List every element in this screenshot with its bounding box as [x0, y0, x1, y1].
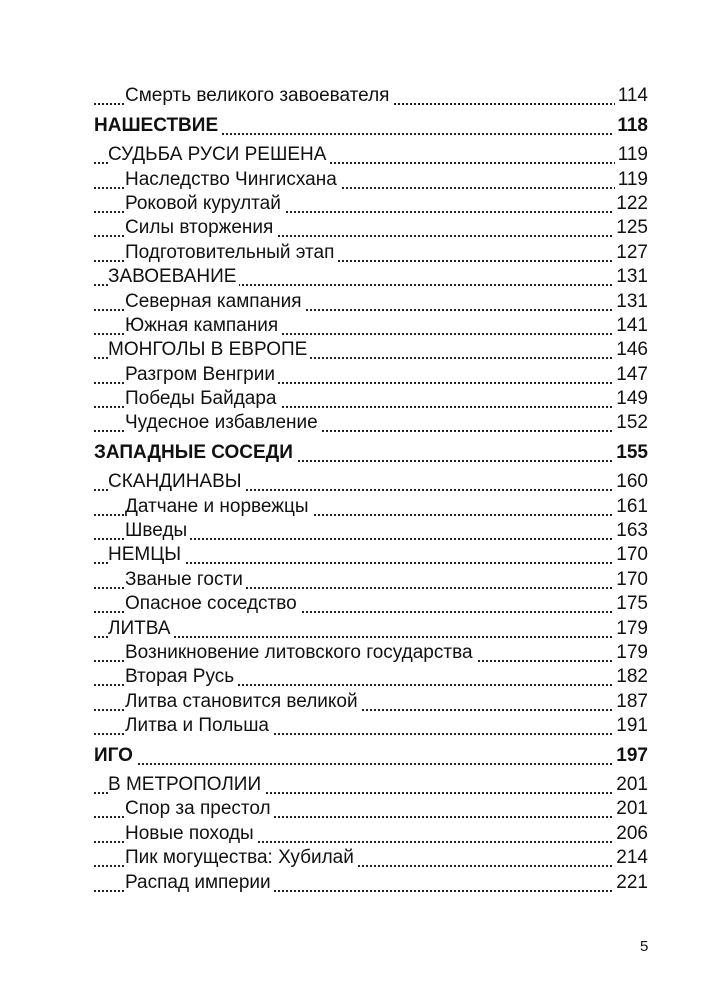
- toc-entry-title: Силы вторжения: [125, 216, 276, 240]
- toc-part-entry: [94, 113, 648, 137]
- page-number: 5: [640, 938, 649, 955]
- toc-entry-page: 170: [613, 543, 648, 567]
- toc-entry-title: Литва и Польша: [125, 714, 272, 738]
- toc-entry-page: 170: [613, 568, 648, 592]
- toc-entry-title: НЕМЦЫ: [108, 543, 184, 567]
- toc-section-entry: [94, 84, 648, 108]
- toc-entry-title: Шведы: [125, 519, 190, 543]
- toc-section-entry: [94, 797, 648, 821]
- toc-entry-title: Возникновение литовского государства: [125, 641, 476, 665]
- toc-section-entry: [94, 387, 648, 411]
- toc-entry-title: Литва становится великой: [125, 690, 361, 714]
- toc-section-entry: [94, 714, 648, 738]
- toc-entry-title: Распад империи: [125, 871, 274, 895]
- toc-entry-page: 119: [615, 143, 648, 167]
- toc-section-entry: [94, 192, 648, 216]
- toc-entry-title: Южная кампания: [125, 314, 281, 338]
- toc-section-entry: [94, 240, 648, 264]
- toc-chapter-entry: [94, 470, 648, 494]
- toc-entry-title: Чудесное избавление: [125, 411, 321, 435]
- toc-part-entry: [94, 440, 648, 464]
- toc-section-entry: [94, 167, 648, 191]
- toc-section-entry: [94, 846, 648, 870]
- toc-entry-title: Роковой курултай: [125, 192, 284, 216]
- toc-part-entry: [94, 743, 648, 767]
- toc-entry-page: 147: [613, 363, 648, 387]
- toc-entry-title: ЗАВОЕВАНИЕ: [108, 265, 239, 289]
- toc-entry-title: Датчане и норвежцы: [125, 495, 312, 519]
- toc-entry-title: Победы Байдара: [125, 387, 280, 411]
- toc-section-entry: [94, 216, 648, 240]
- toc-entry-page: 175: [613, 592, 648, 616]
- toc-entry-title: Наследство Чингисхана: [125, 168, 340, 192]
- toc-entry-page: 161: [613, 495, 648, 519]
- toc-chapter-entry: [94, 143, 648, 167]
- toc-entry-page: 160: [613, 470, 648, 494]
- toc-entry-page: 179: [613, 617, 648, 641]
- toc-section-entry: [94, 411, 648, 435]
- toc-entry-title: Опасное соседство: [125, 592, 300, 616]
- toc-entry-title: Разгром Венгрии: [125, 363, 278, 387]
- toc-section-entry: [94, 641, 648, 665]
- toc-section-entry: [94, 689, 648, 713]
- toc-entry-page: 179: [613, 641, 648, 665]
- toc-entry-page: 206: [613, 822, 648, 846]
- toc-section-entry: [94, 314, 648, 338]
- toc-entry-title: Пик могущества: Хубилай: [125, 846, 357, 870]
- toc-entry-page: 187: [613, 690, 648, 714]
- toc-chapter-entry: [94, 773, 648, 797]
- toc-entry-page: 201: [613, 773, 648, 797]
- toc-entry-title: ЗАПАДНЫЕ СОСЕДИ: [94, 441, 296, 465]
- toc-entry-title: ЛИТВА: [108, 617, 173, 641]
- toc-entry-page: 141: [613, 314, 648, 338]
- toc-entry-page: 197: [613, 744, 648, 768]
- toc-chapter-entry: [94, 616, 648, 640]
- toc-entry-page: 182: [613, 665, 648, 689]
- toc-entry-title: Северная кампания: [125, 290, 305, 314]
- toc-entry-page: 155: [613, 441, 648, 465]
- toc-entry-page: 119: [615, 168, 648, 192]
- toc-section-entry: [94, 870, 648, 894]
- toc-section-entry: [94, 821, 648, 845]
- toc-entry-title: В МЕТРОПОЛИИ: [108, 773, 264, 797]
- toc-entry-title: СУДЬБА РУСИ РЕШЕНА: [108, 143, 329, 167]
- toc-section-entry: [94, 289, 648, 313]
- toc-entry-page: 131: [613, 290, 648, 314]
- toc-section-entry: [94, 665, 648, 689]
- toc-entry-page: 146: [613, 338, 648, 362]
- toc-entry-page: 131: [613, 265, 648, 289]
- dot-leader: [94, 636, 648, 638]
- table-of-contents: [94, 84, 648, 895]
- toc-entry-page: 163: [613, 519, 648, 543]
- toc-entry-page: 118: [614, 114, 648, 138]
- toc-entry-title: Вторая Русь: [125, 665, 237, 689]
- toc-entry-page: 127: [613, 241, 648, 265]
- toc-entry-page: 201: [613, 797, 648, 821]
- toc-entry-page: 149: [613, 387, 648, 411]
- dot-leader: [94, 763, 648, 765]
- toc-entry-page: 191: [613, 714, 648, 738]
- toc-entry-page: 152: [613, 411, 648, 435]
- toc-entry-title: Смерть великого завоевателя: [125, 84, 392, 108]
- toc-chapter-entry: [94, 338, 648, 362]
- toc-entry-title: НАШЕСТВИЕ: [94, 114, 221, 138]
- toc-chapter-entry: [94, 543, 648, 567]
- toc-entry-page: 114: [615, 84, 648, 108]
- toc-entry-title: МОНГОЛЫ В ЕВРОПЕ: [108, 338, 310, 362]
- toc-entry-page: 221: [613, 871, 648, 895]
- toc-entry-title: ИГО: [94, 744, 136, 768]
- toc-section-entry: [94, 592, 648, 616]
- toc-section-entry: [94, 567, 648, 591]
- toc-entry-page: 122: [613, 192, 648, 216]
- toc-entry-page: 214: [613, 846, 648, 870]
- toc-section-entry: [94, 519, 648, 543]
- toc-entry-title: Званые гости: [125, 568, 246, 592]
- toc-entry-title: Новые походы: [125, 822, 257, 846]
- toc-entry-title: Подготовительный этап: [125, 241, 337, 265]
- toc-section-entry: [94, 362, 648, 386]
- toc-section-entry: [94, 494, 648, 518]
- toc-entry-title: СКАНДИНАВЫ: [108, 470, 245, 494]
- toc-entry-page: 125: [613, 216, 648, 240]
- toc-chapter-entry: [94, 265, 648, 289]
- toc-entry-title: Спор за престол: [125, 797, 274, 821]
